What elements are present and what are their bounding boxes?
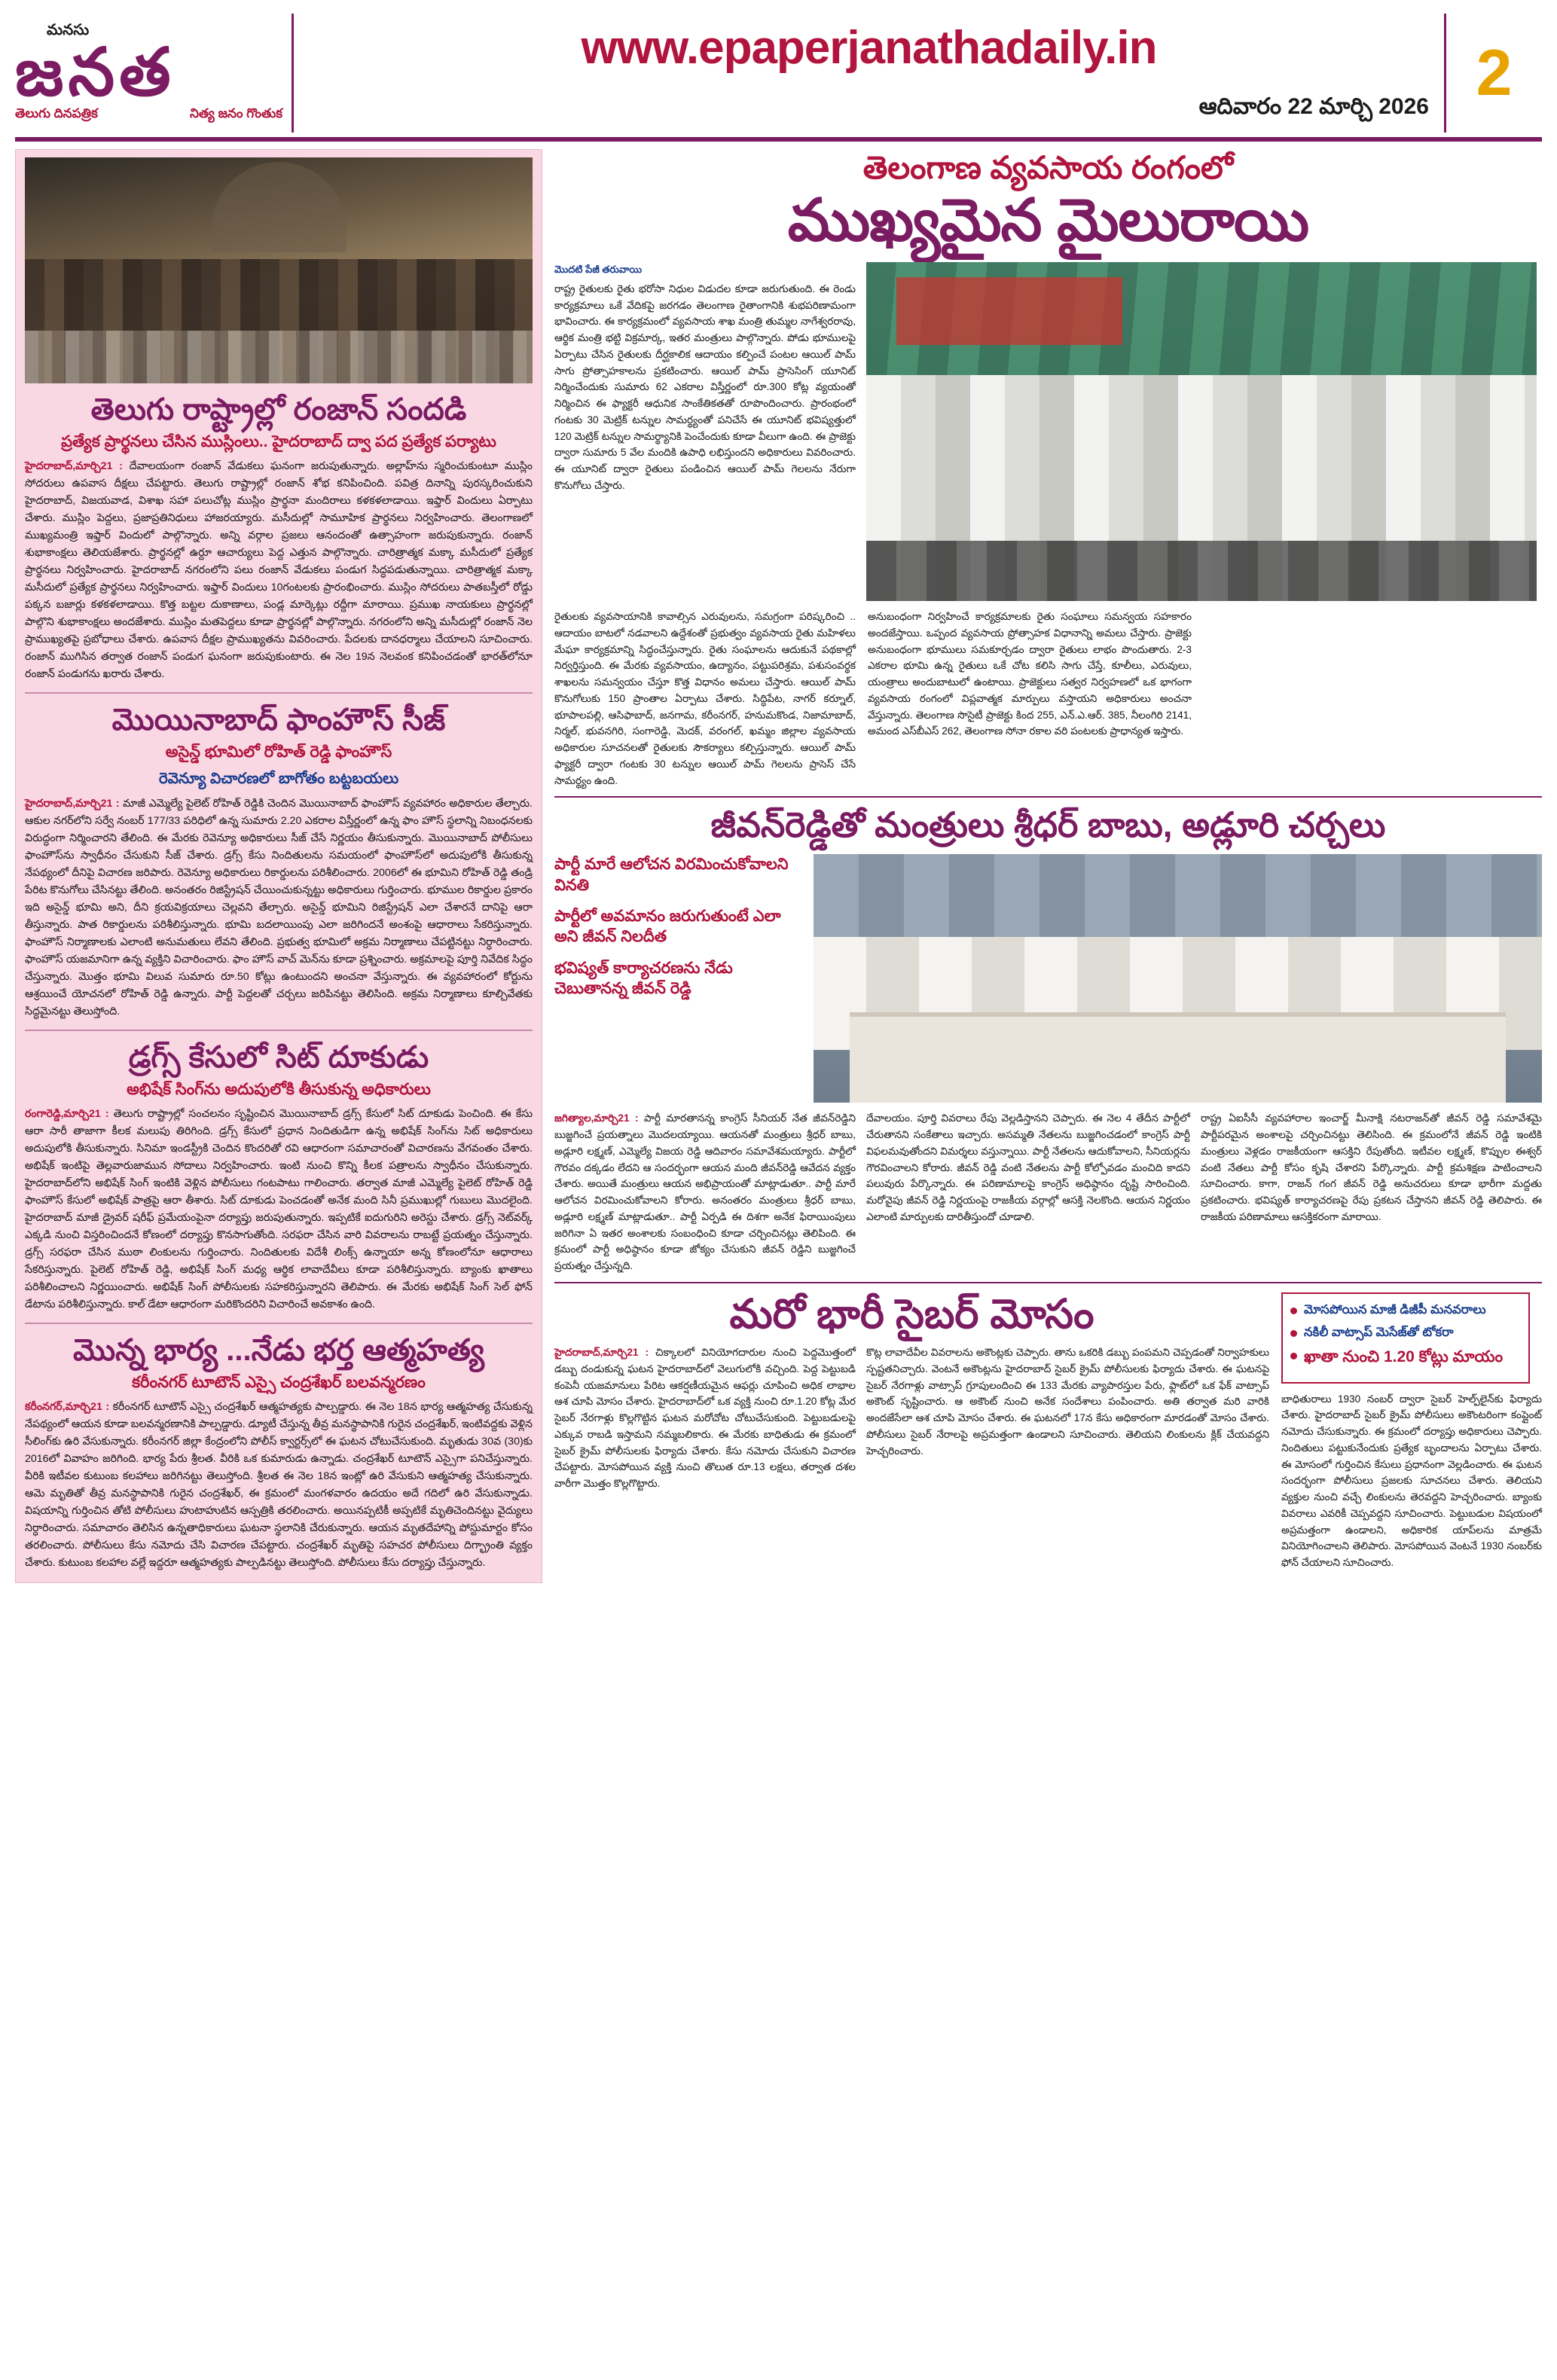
- jeevan-reddy-meeting-photo: [814, 854, 1542, 1103]
- divider: [25, 692, 533, 694]
- left-story1-dateline: హైదరాబాద్,మార్చి21 :: [25, 460, 123, 473]
- section2: [554, 805, 1542, 1274]
- left-story4-text: కరీంనగర్ టూటౌన్ ఎస్సై చంద్రశేఖర్ ఆత్మహత్యకు పాల్పడ్డారు. ఈ నెల 18న భార్య ఆత్మహత్య చేసుకున్న నేపథ్యంలో ఆయన కూడా బలవన్మరణానికి పాల్పడ్డారు. డ్యూటీ చేస్తున్న తీవ్ర మనస్థాపానికి గురైన చంద్రశేఖర్, ఇంటివద్దకు వెళ్లిన సీలింగ్‌కు ఉరి వేసుకున్నారు. కరీంనగర్ జిల్లా కేంద్రంలోని పోలీస్ క్వార్టర్స్‌లో ఈ ఘటన చోటుచేసుకుంది. మృతుడు 30వ (30)కు 2016లో వివాహం జరిగింది. భార్య పేరు శ్రీలత. వీరికి ఒక కుమారుడు ఉన్నాడు. చంద్రశేఖర్ టూటౌన్ ఎస్సైగా పనిచేస్తున్నారు. వీరికి ఇటీవల కుటుంబ కలహాలు జరిగినట్టు తెలుస్తోంది. శ్రీలత ఈ నెల 18న ఇంట్లో ఉరి వేసుకుని ఆత్మహత్య చేసుకున్నారు. ఆమె మృతితో తీవ్ర మనస్థాపానికి గురైన చంద్రశేఖర్, ఈ క్రమంలో మంగళవారం ఉదయం అదే గదిలో ఉరి వేసుకున్నాడు. విషయాన్ని గుర్తించిన తోటి పోలీసులు హుటాహుటిన ఆస్పత్రికి తరలించారు. అయినప్పటికీ అప్పటికే మృతిచెందినట్టు వైద్యులు నిర్ధారించారు. సమాచారం తెలిసిన ఉన్నతాధికారులు ఘటనా స్థలానికి చేరుకున్నారు. ఆయన మృతదేహాన్ని పోస్టుమార్టం కోసం తరలించారు. పోలీసులు కేసు నమోదు చేసి విచారణ చేపట్టారు. చంద్రశేఖర్ మృతిపై సహచర పోలీసులు దిగ్భ్రాంతి వ్యక్తం చేశారు. కుటుంబ కలహాల వల్లే ఇద్దరూ ఆత్మహత్యకు పాల్పడినట్టు తెలుస్తోంది. పోలీసులు కేసు దర్యాప్తు చేస్తున్నారు.: [25, 1401, 533, 1570]
- left-story3-headline: డ్రగ్స్ కేసులో సిట్ దూకుడు: [128, 1040, 429, 1074]
- left-story4-headline: మొన్న భార్య ...నేడు భర్త ఆత్మహత్య: [72, 1333, 485, 1367]
- logo-subtitle-left: తెలుగు దినపత్రిక: [15, 105, 98, 121]
- left-story1-headline: తెలుగు రాష్ట్రాల్లో రంజాన్ సందడి: [90, 393, 467, 426]
- left-story2-body: [25, 795, 533, 1021]
- section2-col2: దేవాలయం. పూర్తి వివరాలు రేపు వెల్లడిస్తానని చెప్పారు. ఈ నెల 4 తేదీన పార్టీలో చేరుతానని సంకేతాలు ఇచ్చారు. అసమ్మతి నేతలను బుజ్జగించడంలో కాంగ్రెస్ పార్టీ విఫలమవుతోందని విమర్శలు వస్తున్నాయి. పార్టీ నేతలను ఆదుకోవాలని, సీనియర్లను గౌరవించాలని కోరారు. జీవన్ రెడ్డి వంటి నేతలను పార్టీ కోల్పోవడం మంచిది కాదని పలువురు పేర్కొన్నారు. ఈ పరిణామాలపై కాంగ్రెస్ అధిష్ఠానం దృష్టి సారించింది. మరోవైపు జీవన్ రెడ్డి నిర్ణయంపై రాజకీయ వర్గాల్లో ఆసక్తి నెలకొంది. ఆయన నిర్ణయం ఎలాంటి మార్పులకు దారితీస్తుందో చూడాలి.: [866, 1112, 1190, 1222]
- section2-col3: రాష్ట్ర ఏఐసీసీ వ్యవహారాల ఇంచార్జ్ మీనాక్షి నటరాజన్‌తో జీవన్ రెడ్డి సమావేశమై పార్టీపరమైన అంశాలపై చర్చించినట్టు తెలిసింది. ఈ క్రమంలోనే జీవన్ రెడ్డి ఇంటికి మంత్రులు వెళ్లడం రాజకీయంగా ఆసక్తిని రేపుతోంది. ఇటీవల లక్ష్మణ్, కొప్పుల ఈశ్వర్ వంటి నేతలు పార్టీ కోసం కృషి చేశారని పేర్కొన్నారు. పార్టీ క్రమశిక్షణ పాటించాలని సూచించారు. కాగా, రాజన్ గంగ జీవన్ రెడ్డి అనుచరులు కూడా భారీగా మద్దతు ప్రకటించారు. భవిష్యత్ కార్యాచరణపై రేపు ప్రకటన చేస్తానని జీవన్ రెడ్డి తెలిపారు. ఈ రాజకీయ పరిణామాలు ఆసక్తికరంగా మారాయి.: [1201, 1112, 1542, 1222]
- masthead-date-row: [309, 94, 1429, 125]
- left-story2-headline: మొయినాబాద్ ఫాంహౌస్ సీజ్: [111, 703, 446, 737]
- left-story1-body: [25, 458, 533, 683]
- lead-col4: [1204, 609, 1542, 789]
- left-story3-subhead: అభిషేక్ సింగ్‌ను అదుపులోకి తీసుకున్న అధికారులు: [127, 1080, 431, 1098]
- edition-date: ఆదివారం 22 మార్చి 2026: [1198, 94, 1429, 119]
- section3-highlight-box: [1281, 1292, 1530, 1384]
- section3: [554, 1292, 1542, 1571]
- mosque-arch-shape: [211, 162, 347, 252]
- site-url[interactable]: www.epaperjanathadaily.in: [581, 22, 1157, 74]
- divider: [554, 796, 1542, 798]
- page-number: 2: [1476, 36, 1513, 109]
- left-story3-body: [25, 1106, 533, 1314]
- left-story4-subhead: కరీంనగర్ టూటౌన్ ఎస్సై చంద్రశేఖర్ బలవన్మరణం: [132, 1373, 426, 1391]
- lead-col3: అనుబంధంగా నిర్వహించే కార్యక్రమాలకు రైతు సంఘాలు సమన్వయ సహకారం అందజేస్తాయి. ఒప్పంద వ్యవసాయ ప్రోత్సాహక విధానాన్ని అమలు చేస్తారు. ప్రాజెక్టు అనుబంధంగా భూములు సమకూర్చడం ద్వారా రైతులు లాభం పొందుతారు. 2-3 ఎకరాల భూమి ఉన్న రైతులు ఒకే చోట కలిసి సాగు చేస్తే, కూలీలు, ఎరువులు, యంత్రాలు అందుబాటులో ఉంటాయి. ప్రాజెక్టులు సత్వర నిర్వహణలో ఒక భాగంగా వ్యవసాయ రంగంలో విప్లవాత్మక మార్పులు వస్తాయని అధికారులు అంచనా వేస్తున్నారు. తెలంగాణ సొసైటీ ప్రాజెక్టు కింద 255, ఎన్.ఎ.ఆర్. 385, నీలంగిరి 2141, అమంద ఎస్‌బీఎస్ 262, తెలంగాణ సోనా రకాల వరి పంటలకు ప్రాధాన్యత ఇస్తారు.: [868, 611, 1192, 737]
- left-story2-text: మాజీ ఎమ్మెల్యే పైలెట్ రోహిత్ రెడ్డికి చెందిన మొయినాబాద్ ఫాంహౌస్ వ్యవహారం అధికారుల తేల్చారు. ఆకుల నగర్‌లోని సర్వే నంబర్ 177/33 పరిధిలో ఉన్న సుమారు 2.20 ఎకరాల విస్తీర్ణంలో ఉన్న ఫాం హౌస్ స్థలాన్ని నిబంధనలకు విరుద్ధంగా నిర్మించారని తేలింది. ఈ మేరకు రెవెన్యూ అధికారులు సీజ్ చేసే నిర్ణయం తీసుకున్నారు. మొయినాబాద్ పోలీసులు ఫాంహౌస్‌ను స్వాధీనం చేసుకుని సీజ్ చేశారు. డ్రగ్స్ కేసు నిందితులను సమయంలో ఫాంహౌస్‌లో అదుపులోకి తీసుకున్న నేపథ్యంలో దీనిపై విచారణ జరిపారు. రెవెన్యూ అధికారులు రికార్డులను పరిశీలించారు. 2006లో ఈ భూమిని రోహిత్ రెడ్డి తండ్రి పేరిట కొనుగోలు చేసినట్టు తేలింది. అనంతరం రిజిస్ట్రేషన్ చేయించుకున్నట్టు అధికారులు గుర్తించారు. భూముల రికార్డుల ప్రకారం ఇది అసైన్డ్ భూమి అని, దీని క్రయవిక్రయాలు చెల్లవని తేల్చారు. అసైన్డ్ భూమిని రిజిస్ట్రేషన్ ఎలా చేశారనే దానిపై ఆరా తీస్తున్నారు. పాత రికార్డులను పరిశీలిస్తున్నారు. భూమి బదలాయింపు ఎలా జరిగిందనే అంశంపై ఆధారాలు సేకరిస్తున్నారు. ఫాంహౌస్ నిర్మాణాలకు ఎలాంటి అనుమతులు లేవని తేలింది. ప్రభుత్వ భూమిలో అక్రమ నిర్మాణాలు చేపట్టినట్టు నిర్ధారించారు. ఫాంహౌస్ యజమానిగా ఉన్న వ్యక్తిని విచారించారు. ఫాం హౌస్ వాచ్ మెన్‌ను కూడా ప్రశ్నించారు. అక్రమాలపై పూర్తి నివేదిక సిద్ధం చేస్తున్నారు. మొత్తం భూమి విలువ సుమారు రూ.50 కోట్లు ఉంటుందని అంచనా వేస్తున్నారు. ఈ వ్యవహారంలో కోర్టును ఆశ్రయించే యోచనలో రోహిత్ రెడ్డి ఉన్నారు. పార్టీ పెద్దలతో చర్చలు జరిపినట్టు తెలిసింది. అక్రమ నిర్మాణాలు కూల్చివేతకు సిద్ధమైనట్టు తెలుస్తోంది.: [25, 797, 533, 1018]
- masthead: [15, 14, 1542, 142]
- lead-col1: [554, 262, 856, 601]
- section2-dateline: జగిత్యాల,మార్చి21 :: [554, 1112, 639, 1124]
- section2-col1-text: పార్టీ మారతానన్న కాంగ్రెస్ సీనియర్ నేత జీవన్‌రెడ్డిని బుజ్జగించే ప్రయత్నాలు మొదలయ్యాయి. ఆయనతో మంత్రులు శ్రీధర్ బాబు, అడ్లూరి లక్ష్మణ్, ఎమ్మెల్యే విజయ రెడ్డి ఆదివారం సమావేశమయ్యారు. పార్టీలో గౌరవం దక్కడం లేదని ఆ సందర్భంగా ఆయన మంది జీవన్‌రెడ్డి ఆవేదన వ్యక్తం చేశారు. అయితే మంత్రులు ఆయన అభిప్రాయంతో మాట్లాడుతూ.. పార్టీ మారే ఆలోచన విరమించుకోవాలని కోరారు. అనంతరం మంత్రులు శ్రీధర్ బాబు, అడ్లూరి లక్ష్మణ్ మాట్లాడుతూ.. పార్టీ ఏర్పడి ఈ దిశగా అనేక ఫిరాయింపులు జరిగినా ఏ ఇతర అంశాలకు సంబంధించి కూడా చర్చించినట్లు తెలిపింది. ఈ క్రమంలో పార్టీ అధిష్ఠానం కూడా జోక్యం చేసుకుని జీవన్ రెడ్డిని బుజ్జగించే ప్రయత్నం చేస్తున్నది.: [554, 1112, 856, 1272]
- section3-columns: [554, 1344, 1269, 1492]
- section3-left: [554, 1292, 1269, 1571]
- left-story2-dateline: హైదరాబాద్,మార్చి21 :: [25, 797, 120, 810]
- section3-col3: బాధితురాలు 1930 నంబర్ ద్వారా సైబర్ హెల్ప్‌లైన్‌కు ఫిర్యాదు చేశారు. హైదరాబాద్ సైబర్ క్రైమ్ పోలీసులు అకౌంటరింగా కంప్లైంట్ నమోదు చేసుకున్నారు. ఈ క్రమంలో దర్యాప్తు అధికారులు చెప్పారు. నిందితులు పట్టుకునేందుకు ప్రత్యేక బృందాలను ఏర్పాటు చేశారు. ఈ మోసంలో గుర్తించిన కేసులు ప్రధానంగా వెల్లడించారు. ఈ ఘటన సందర్భంగా పోలీసులు ప్రజలకు సూచనలు చేశారు. తెలియని వ్యక్తుల నుంచి వచ్చే లింకులను తెరవద్దని హెచ్చరించారు. బ్యాంకు వివరాలు ఎవరికీ చెప్పవద్దని సూచించారు. పెట్టుబడుల విషయంలో అప్రమత్తంగా ఉండాలని, అధికారిక యాప్‌లను మాత్రమే వినియోగించాలని తెలిపారు. మోసపోయిన వెంటనే 1930 నంబర్‌కు ఫోన్ చేయాలని సూచించారు.: [1281, 1393, 1542, 1569]
- foreground-shadow-shape: [866, 541, 1537, 601]
- page-body: [15, 149, 1542, 1583]
- ramzan-iftar-photo: [25, 157, 533, 383]
- section3-headline: మరో భారీ సైబర్ మోసం: [729, 1291, 1094, 1337]
- logo-main-text: జనత: [15, 35, 176, 110]
- section2-headline: జీవన్‌రెడ్డితో మంత్రులు శ్రీధర్ బాబు, అడ్లూరి చర్చలు: [710, 805, 1386, 845]
- left-story4-body: [25, 1399, 533, 1572]
- section2-col1: [554, 1110, 856, 1274]
- section3-box-line2: నకిలీ వాట్సాప్ మెసేజ్‌తో టోకరా: [1290, 1324, 1521, 1341]
- section3-box-line3: ఖాతా నుంచి 1.20 కోట్లు మాయం: [1290, 1347, 1521, 1368]
- logo-subtitle: [15, 106, 282, 124]
- left-story1-text: దేవాలయంగా రంజాన్ వేడుకలు ఘనంగా జరుపుతున్నారు. అల్లాహ్‌ను స్మరించుకుంటూ ముస్లిం సోదరులు ఉపవాస దీక్షలు చేపట్టారు. తెలుగు రాష్ట్రాల్లో రంజాన్ శోభ కనిపించింది. పవిత్ర దినాన్ని పురస్కరించుకుని హైదరాబాద్, విజయవాడ, విశాఖ సహా పలుచోట్ల ముస్లిం ప్రార్థనా మందిరాలు కళకళలాడాయి. ఇఫ్తార్ విందులు ఏర్పాటు చేశారు. ముస్లిం పెద్దలు, ప్రజాప్రతినిధులు హాజరయ్యారు. మసీదుల్లో సామూహిక ప్రార్థనలు నిర్వహించారు. తెలంగాణలో ముఖ్యమంత్రి ఇఫ్తార్ విందులో పాల్గొన్నారు. అన్ని వర్గాల ప్రజలు ఆనందంతో ఉత్సాహంగా జరుపుకున్నారు. రంజాన్ శుభాకాంక్షలు తెలియజేశారు. ప్రార్థనల్లో ఉర్దూ ఆచార్యులు పెద్ద ఎత్తున పాల్గొన్నారు. చారిత్రాత్మక మక్కా మసీదులో ప్రత్యేక ప్రార్థనలు నిర్వహించారు. హైదరాబాద్ నగరంలోని పలు రంజాన్ వేడుకలు పండుగ సిద్ధపడుతున్నాయి. చారిత్రాత్మక మక్కా మసీదులో ప్రత్యేక ప్రార్థనలు నిర్వహించారు. ఇఫ్తార్ విందులు 10గంటలకు ప్రారంభించారు. ముస్లిం సోదరులు పాతబస్తీలో రోడ్డు పక్కన బజార్లు కళకళలాడాయి. కొత్త బట్టల దుకాణాలు, పండ్ల మార్కెట్లు రద్దీగా మారాయి. ప్రముఖ నాయకులు ప్రార్థనల్లో పాల్గొని శుభాకాంక్షలు అందజేశారు. ముస్లిం మతపెద్దలు కూడా ప్రార్థనల్లో పాల్గొన్నారు. నగరంలోని అన్ని మసీదుల్లో రంజాన్ నెల ప్రాముఖ్యతపై ప్రబోధాలు చేశారు. ఉపవాస దీక్షల ప్రాముఖ్యతను వివరించారు. పేదలకు దానధర్మాలు చేయాలని సూచించారు. రంజాన్ ముగిసిన తర్వాత రంజాన్ పండుగ ఘనంగా జరుపుకుంటారు. ఈ నెల 19న నెలవంక కనిపించడంతో భారత్‌లోనూ రంజాన్ పండుగను ఖరారు చేశారు.: [25, 460, 533, 681]
- lead-tagline: మొదటి పేజీ తరువాయి: [554, 264, 643, 276]
- lead-col2: రైతులకు వ్యవసాయానికి కావాల్సిన ఎరువులను, సమగ్రంగా పరిష్కరించి .. ఆదాయం బాటలో నడవాలని ఉద్దేశంతో ప్రభుత్వం వ్యవసాయ రైతు మహిళలు మేఘా కార్యక్రమాన్ని సిద్ధంచేస్తున్నారు. రైతు సంఘాలను ఆదుకునే పథకాల్లో నిర్వర్తిస్తుంది. ఈ మేరకు వ్యవసాయం, ఉద్యానం, పట్టుపరిశ్రమ, పశుసంవర్థక శాఖలను సమన్వయం చేస్తూ కొత్త విధానం అమలు చేస్తారు. ఆయిల్ పామ్ కొనుగోలుకు 150 ప్రాంతాల ఏర్పాటు చేశారు. సిద్ధిపేట, నాగర్ కర్నూల్, భూపాలపల్లి, ఆసిఫాబాద్, జనగామ, కరీంనగర్, హనుమకొండ, నిజామాబాద్, నిర్మల్, భువనగిరి, సంగారెడ్డి, మెదక్, వరంగల్, ఖమ్మం జిల్లాల వ్యవసాయ అధికారుల సూచనలతో రైతులకు సౌకర్యాలు కల్పిస్తున్నారు. ఆయిల్ పామ్ ఫ్యాక్టరీ ద్వారా గంటకు 30 టన్నుల ఆయిల్ పామ్ గెలలను ప్రాసెస్ చేసే సామర్థ్యం ఉంది.: [554, 611, 856, 786]
- section2-bullet-1: పార్టీ మారే ఆలోచన విరమించుకోవాలని వినతి: [554, 856, 789, 894]
- section3-box-line1: మోసపోయిన మాజీ డిజీపీ మనవరాలు: [1290, 1301, 1521, 1318]
- left-story3-dateline: రంగారెడ్డి,మార్చి21 :: [25, 1107, 109, 1120]
- meeting-table-shape: [850, 1012, 1505, 1103]
- section2-top: [554, 854, 1542, 1103]
- left-column: [15, 149, 542, 1583]
- lead-story: [554, 149, 1542, 789]
- left-story4-dateline: కరీంనగర్,మార్చి21 :: [25, 1401, 110, 1414]
- lead-top-block: [554, 262, 1542, 601]
- lead-headline: ముఖ్యమైన మైలురాయి: [787, 187, 1309, 254]
- section2-columns: [554, 1110, 1542, 1274]
- left-story1-subhead: ప్రత్యేక ప్రార్థనలు చేసిన ముస్లింలు.. హైదరాబాద్ ద్వా పద ప్రత్యేక పర్యాటు: [61, 433, 496, 450]
- divider: [554, 1282, 1542, 1283]
- section2-bullet-3: భవిష్యత్ కార్యాచరణను నేడు చెబుతానన్న జీవన్ రెడ్డి: [554, 959, 733, 997]
- section2-bullets: [554, 854, 803, 1103]
- lead-col1-text: రాష్ట్ర రైతులకు రైతు భరోసా నిధుల విడుదల కూడా జరుగుతుంది. ఈ రెండు కార్యక్రమాలు ఒకే వేదికపై జరగడం తెలంగాణ రైతాంగానికి శుభపరిణామంగా భావించారు. ఈ కార్యక్రమంలో వ్యవసాయ శాఖ మంత్రి తుమ్మల నాగేశ్వరరావు, ఆర్థిక మంత్రి భట్టి విక్రమార్క, ఇతర మంత్రులు పాల్గొన్నారు. పోడు భూములపై ఏర్పాటు చేసిన రైతులకు దీర్ఘకాలిక ఆదాయం కల్పించే పంటల ఆయిల్ పామ్ సాగు ప్రోత్సాహకాలను ప్రకటించారు. ఆయిల్ పామ్ ప్రాసెసింగ్ యూనిట్ నిర్మించేందుకు సుమారు 62 ఎకరాల విస్తీర్ణంలో రూ.300 కోట్ల వ్యయంతో నిర్మించిన ఈ ఫ్యాక్టరీ ఆధునిక సాంకేతికతతో రూపొందించారు. ప్రారంభంలో గంటకు 30 మెట్రిక్ టన్నుల సామర్థ్యంతో పనిచేసే ఈ యూనిట్ భవిష్యత్తులో 120 మెట్రిక్ టన్నుల సామర్థ్యానికి పెంచేందుకు కూడా వీలుగా ఉంది. ఈ ప్రాజెక్టు ద్వారా సుమారు 5 వేల మందికి ఉపాధి లభిస్తుందని అధికారులు వివరించారు. ఈ యూనిట్ ద్వారా రైతులు పండించిన ఆయిల్ పామ్ గెలలను నేరుగా కొనుగోలు చేస్తారు.: [554, 282, 856, 491]
- lead-bottom-block: [554, 609, 1542, 789]
- event-banner-shape: [896, 277, 1122, 345]
- minister-visit-photo: [866, 262, 1537, 601]
- masthead-center: [294, 14, 1444, 133]
- newspaper-logo[interactable]: [15, 14, 294, 133]
- logo-top-text: మనసు: [47, 22, 90, 39]
- page-number-box: [1444, 14, 1542, 133]
- left-story3-text: తెలుగు రాష్ట్రాల్లో సంచలనం సృష్టించిన మొయినాబాద్ డ్రగ్స్ కేసులో సిట్ దూకుడు పెంచింది. ఈ కేసు ఆరా సారీ తాజాగా కీలక మలుపు తిరిగింది. డ్రగ్స్ కేసులో ప్రధాన నిందితుడిగా ఉన్న అభిషేక్ సింగ్‌ను సిట్ అధికారులు అదుపులోకి తీసుకున్నారు. సినిమా ఇండస్ట్రీకి చెందిన కొందరితో రవి ఆధారంగా సమాచారంతో విచారణను వేగవంతం చేశారు. అభిషేక్ ఇంటిపై తెల్లవారుజామున సోదాలు నిర్వహించారు. ఇంటి నుంచి కొన్ని కీలక పత్రాలను స్వాధీనం చేసుకున్నారు. హైదరాబాద్‌లోని అభిషేక్ సింగ్ ఇంటికి వెళ్లిన పోలీసులు గంటపాటు గాలించారు. తర్వాత మాజీ ఎమ్మెల్యే పైలెట్ రోహిత్ రెడ్డి ఫాంహౌస్ కేసులో అభిషేక్ పాత్రపై ఆరా తీశారు. సిట్ దూకుడు పెంచడంతో అనేక మంది సినీ ప్రముఖుల్లో గుబులు మొదలైంది. హైదరాబాద్ మాజీ డ్రైవర్ షరీఫ్ ప్రమేయంపైనా దర్యాప్తు జరుపుతున్నారు. ఇప్పటికే ఐదుగురిని అరెస్టు చేశారు. డ్రగ్స్ నెట్‌వర్క్ ఎక్కడి నుంచి విస్తరించిందనే కోణంలో దర్యాప్తు కొనసాగుతోంది. సరఫరా చేసిన వారి వివరాలను రాబట్టే ప్రయత్నం చేస్తున్నారు. డ్రగ్స్ సరఫరా చేసిన ముఠా లింకులను గుర్తించారు. నిందితులకు విదేశీ లింక్స్ ఉన్నాయా అన్న కోణంలోనూ ఆధారాలు సేకరిస్తున్నారు. పైలెట్ రోహిత్ రెడ్డి, అభిషేక్ సింగ్ మధ్య ఆర్థిక లావాదేవీలు కూడా పరిశీలిస్తున్నారు. బ్యాంకు ఖాతాలు పరిశీలించాలని నిర్ణయించారు. అభిషేక్ సింగ్ పోలీసులకు సహకరిస్తున్నారని తెలిపారు. ఈ మేరకు అభిషేక్ సింగ్ సెల్ ఫోన్ డేటాను పరిశీలిస్తున్నారు. కాల్ డేటా ఆధారంగా మరికొందరిని విచారించే అవకాశం ఉంది.: [25, 1107, 533, 1311]
- logo-subtitle-right: నిత్య జనం గొంతుక: [189, 105, 282, 121]
- right-column: [542, 149, 1542, 1583]
- lead-kicker: తెలంగాణ వ్యవసాయ రంగంలో: [862, 150, 1234, 185]
- section2-bullet-2: పార్టీలో అవమానం జరుగుతుంటే ఎలా అని జీవన్ నిలదీత: [554, 907, 781, 946]
- section3-right: [1281, 1292, 1542, 1571]
- foreground-crowd-shape: [25, 331, 533, 383]
- section3-dateline: హైదరాబాద్,మార్చి21 :: [554, 1347, 649, 1359]
- divider: [25, 1323, 533, 1324]
- divider: [25, 1030, 533, 1031]
- left-story2-subhead2: రెవెన్యూ విచారణలో బాగోతం బట్టబయలు: [158, 770, 399, 787]
- left-story2-subhead: అసైన్డ్ భూమిలో రోహిత్ రెడ్డి ఫాంహౌస్: [165, 743, 392, 761]
- section3-col1: [554, 1344, 856, 1492]
- section3-col1-text: చిక్కాలలో వినియోగదారుల నుంచి పెద్దమొత్తంలో డబ్బు దండుకున్న ఘటన హైదరాబాద్‌లో వెలుగులోకి వచ్చింది. పెద్ద పెట్టుబడి కంపెనీ యజమానులు పేరిట ఆకర్షణీయమైన ఆఫర్లు చూపించి అధిక లాభాల ఆశ చూపి మోసం చేశారు. హైదరాబాద్‌లో ఒక వ్యక్తి నుంచి రూ.1.20 కోట్ల మేర సైబర్ నేరగాళ్లు కొల్లగొట్టిన ఘటన మరోచోట చోటుచేసుకుంది. పెట్టుబడులపై ఎక్కువ రాబడి ఇస్తామని నమ్మబలికారు. ఈ మేరకు బాధితుడు ఈ క్రమంలో సైబర్ క్రైమ్ పోలీసులకు ఫిర్యాదు చేశారు. కేసు నమోదు చేసుకుని విచారణ చేపట్టారు. మోసపోయిన వ్యక్తి నుంచి తొలుత రూ.13 లక్షలు, తర్వాత దశల వారీగా మొత్తం కొల్లగొట్టారు.: [554, 1347, 856, 1490]
- section3-col2: కొట్ల లావాదేవీల వివరాలను అకౌంట్లకు చెప్పారు. తాను ఒకరికి డబ్బు పంపమని చెప్పడంతో నిర్వాహకులు స్పష్టతనిచ్చారు. వెంటనే అకౌంట్లను హైదరాబాద్ సైబర్ క్రైమ్ పోలీసులకు ఫిర్యాదు చేశారు. ఈ ఘటనపై సైబర్ నేరగాళ్లు వాట్సాప్ గ్రూపులందించి ఈ 133 మేరకు వ్యాపారస్తుల పేరు, ఫ్లాట్‌లో ఒక ఫేక్ వాట్సాప్ అకౌంట్ సృష్టించారు. ఆ అకౌంట్ నుంచి అనేక సందేశాలు పంపించారు. అతి తర్వాత మరి వారికి అందజేసేలా ఆశ చూపి మోసం చేశారు. ఈ ఘటనలో 17న కేసు అధికారంగా మారడంతో మోసం చేశారు. పోలీసులు సైబర్ నేరాలపై అప్రమత్తంగా ఉండాలని సూచించారు. తెలియని లింకులను క్లిక్ చేయవద్దని హెచ్చరించారు.: [866, 1347, 1269, 1457]
